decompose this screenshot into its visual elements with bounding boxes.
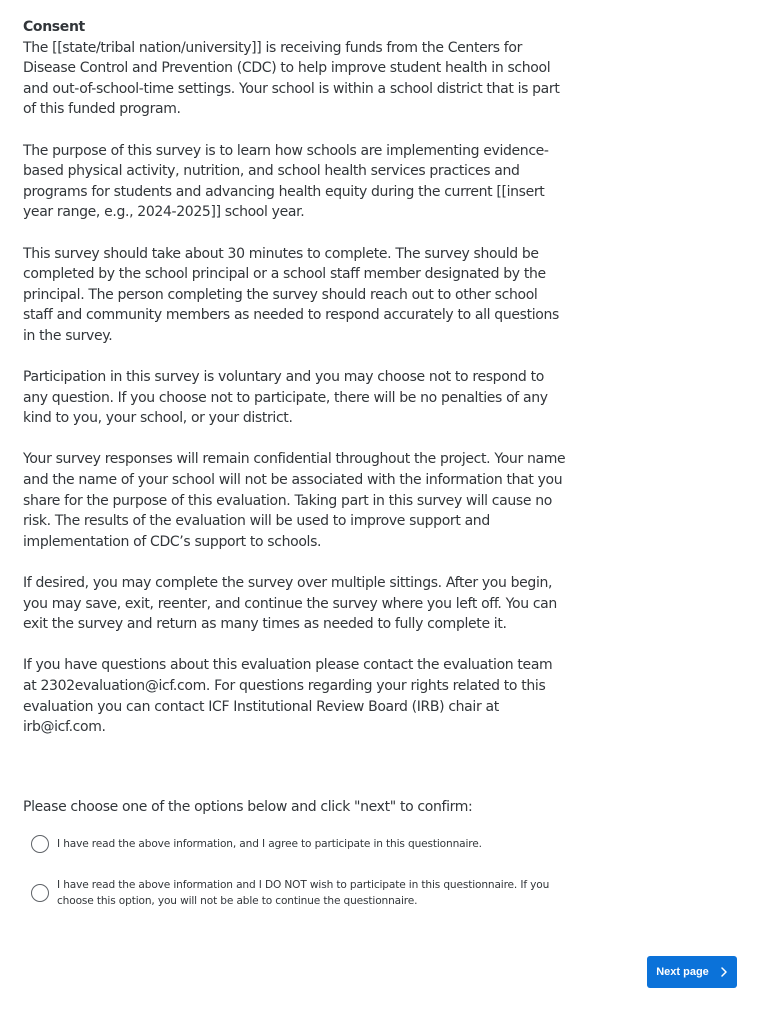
consent-title: Consent (23, 19, 85, 35)
option-agree[interactable] (31, 834, 551, 854)
option-decline[interactable] (31, 876, 551, 910)
consent-paragraph-confidentiality: Your survey responses will remain confidential throughout the project. Your name and the name of your school will not be associated with the information that you share for the purpose of this evaluation. Taking part in this survey will cause no risk. The results of the evaluation will be used to improve support and implementation of CDC’s support to schools. (23, 451, 566, 550)
consent-paragraph-funding: The [[state/tribal nation/university]] is receiving funds from the Centers for Disease Control and Prevention (CDC) to help improve student health in school and out-of-school-time settings. Your school is within a school district that is part of this funded program. (23, 39, 560, 118)
agree-radio-button[interactable] (31, 835, 49, 853)
consent-paragraph-voluntary: Participation in this survey is voluntary and you may choose not to respond to any question. If you choose not to participate, there will be no penalties of any kind to you, your school, or your district. (23, 369, 548, 427)
chevron-right-icon (720, 967, 728, 977)
next-page-label: Next page (656, 966, 709, 978)
decline-radio-button[interactable] (31, 884, 49, 902)
next-page-button[interactable] (647, 956, 737, 988)
consent-paragraph-duration: This survey should take about 30 minutes to complete. The survey should be completed by the school principal or a school staff member designated by the principal. The person completing the survey should reach out to other school staff and community members as needed to respond accurately to all questions in the survey. (23, 245, 559, 344)
consent-paragraph-contact: If you have questions about this evaluation please contact the evaluation team at 2302evaluation@icf.com. For questions regarding your rights related to this evaluation you can contact ICF Institutional Review Board (IRB) chair at irb@icf.com. (23, 657, 553, 736)
consent-section (23, 17, 568, 758)
option-agree-label[interactable]: I have read the above information, and I agree to participate in this questionnaire. (57, 838, 482, 850)
consent-paragraph-multiple-sittings: If desired, you may complete the survey over multiple sittings. After you begin, you may save, exit, reenter, and continue the survey where you left off. You can exit the survey and return as many times as needed to fully complete it. (23, 575, 557, 633)
consent-paragraph-purpose: The purpose of this survey is to learn how schools are implementing evidence-based physical activity, nutrition, and school health services practices and programs for students and advancing health equity during the current [[insert year range, e.g., 2024-2025]] school year. (23, 142, 549, 221)
question-prompt: Please choose one of the options below and click "next" to confirm: (23, 799, 473, 815)
option-decline-label[interactable]: I have read the above information and I DO NOT wish to participate in this questionnaire. If you choose this option, you will not be able to continue the questionnaire. (57, 879, 550, 907)
